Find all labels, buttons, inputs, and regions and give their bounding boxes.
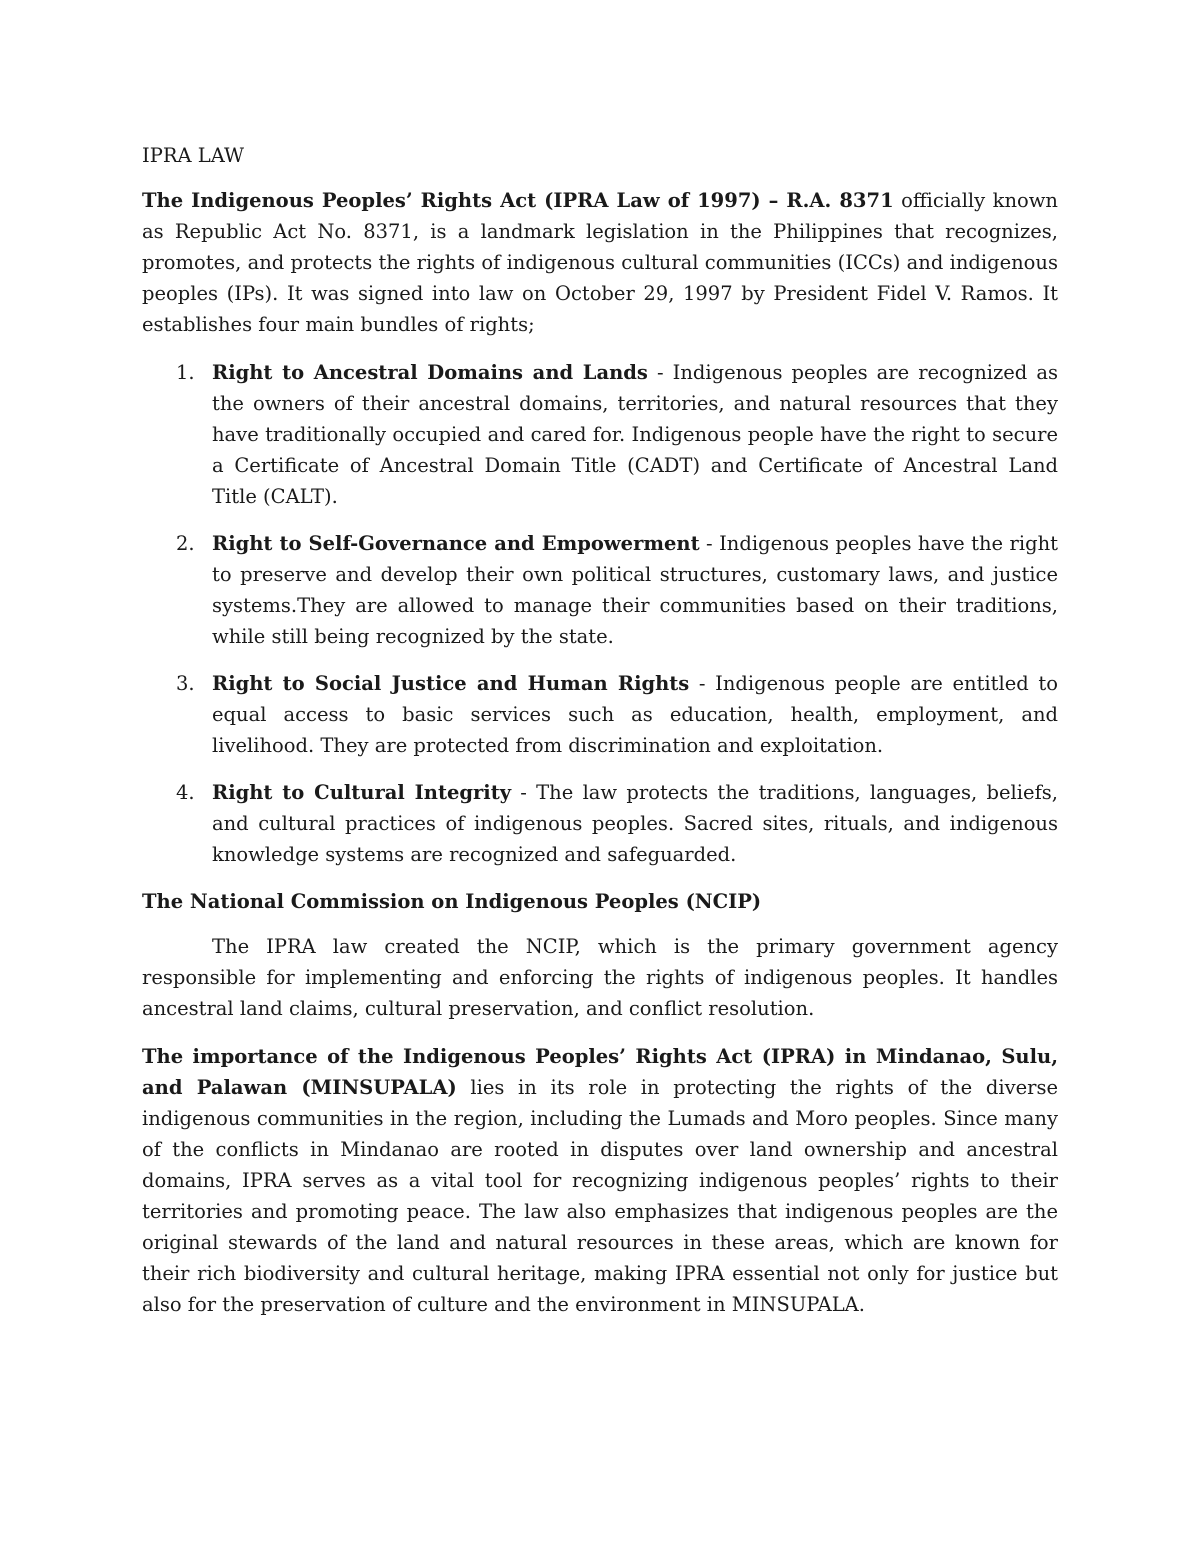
minsupala-bold-lead: The importance of the Indigenous Peoples’ Rights Act (IPRA) in Mindanao, Sulu, and Palawan (MINSUPALA): [142, 1045, 1058, 1099]
rights-list: [142, 357, 1058, 870]
document-page: [142, 140, 1058, 1320]
intro-paragraph: [142, 185, 1058, 340]
minsupala-text: lies in its role in protecting the rights of the diverse indigenous communities in the region, including the Lumads and Moro peoples. Since many of the conflicts in Mindanao are rooted in disputes over land ownership and ancestral domains, IPRA serves as a vital tool for recognizing indigenous peoples’ rights to their territories and promoting peace. The law also emphasizes that indigenous peoples are the original stewards of the land and natural resources in these areas, which are known for their rich biodiversity and cultural heritage, making IPRA essential not only for justice but also for the preservation of culture and the environment in MINSUPALA.: [142, 1076, 1058, 1316]
list-item: [142, 357, 1058, 512]
right-text: - Indigenous peoples are recognized as the owners of their ancestral domains, territories, and natural resources that they have traditionally occupied and cared for. Indigenous people have the right to secure a Certificate of Ancestral Domain Title (CADT) and Certificate of Ancestral Land Title (CALT).: [212, 361, 1058, 508]
document-title: IPRA LAW: [142, 144, 245, 167]
right-heading: Right to Social Justice and Human Rights: [212, 672, 690, 695]
list-item: [142, 528, 1058, 652]
right-text: - Indigenous people are entitled to equal access to basic services such as education, health, employment, and livelihood. They are protected from discrimination and exploitation.: [212, 672, 1058, 757]
list-item: [142, 668, 1058, 761]
list-item-number: 4.: [176, 781, 195, 804]
list-item-number: 3.: [176, 672, 195, 695]
right-heading: Right to Self-Governance and Empowerment: [212, 532, 700, 555]
minsupala-paragraph: [142, 1041, 1058, 1320]
ncip-heading: The National Commission on Indigenous Peoples (NCIP): [142, 890, 762, 913]
right-text: - Indigenous peoples have the right to preserve and develop their own political structures, customary laws, and justice systems.They are allowed to manage their communities based on their traditions, while still being recognized by the state.: [212, 532, 1058, 648]
ncip-paragraph: The IPRA law created the NCIP, which is the primary government agency responsible for implementing and enforcing the rights of indigenous peoples. It handles ancestral land claims, cultural preservation, and conflict resolution.: [142, 935, 1058, 1020]
right-text: - The law protects the traditions, languages, beliefs, and cultural practices of indigenous peoples. Sacred sites, rituals, and indigenous knowledge systems are recognized and safeguarded.: [212, 781, 1058, 866]
list-item-number: 1.: [176, 361, 195, 384]
list-item: [142, 777, 1058, 870]
list-item-number: 2.: [176, 532, 195, 555]
right-heading: Right to Cultural Integrity: [212, 781, 512, 804]
right-heading: Right to Ancestral Domains and Lands: [212, 361, 648, 384]
intro-text: officially known as Republic Act No. 8371, is a landmark legislation in the Philippines that recognizes, promotes, and protects the rights of indigenous cultural communities (ICCs) and indigenous peoples (IPs). It was signed into law on October 29, 1997 by President Fidel V. Ramos. It establishes four main bundles of rights;: [142, 189, 1058, 336]
intro-bold-lead: The Indigenous Peoples’ Rights Act (IPRA Law of 1997) – R.A. 8371: [142, 189, 894, 212]
